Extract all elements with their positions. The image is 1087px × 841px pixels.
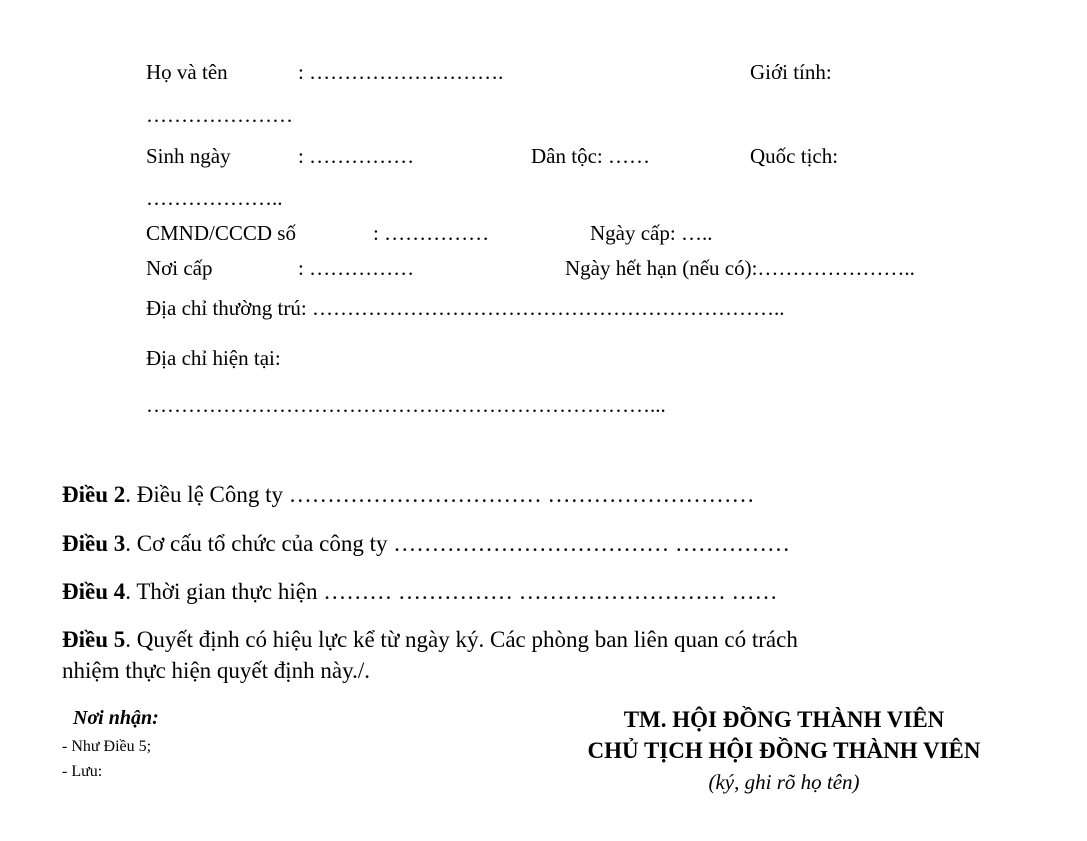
nationality-label: Quốc tịch: [750, 144, 839, 168]
gender-label: Giới tính: [750, 60, 832, 84]
issue-date-field: Ngày cấp: ….. [590, 221, 713, 245]
signature-instruction: (ký, ghi rõ họ tên) [708, 770, 860, 794]
dob-label: Sinh ngày [146, 144, 231, 168]
article-5 [62, 626, 798, 654]
article-text: . Thời gian thực hiện ……… …………… ……………………… …… [125, 579, 778, 604]
ethnicity-field: Dân tộc: …… [531, 144, 650, 168]
article-label: Điều 5 [62, 627, 126, 652]
article-2 [62, 481, 755, 509]
signature-title-line1: TM. HỘI ĐỒNG THÀNH VIÊN [623, 707, 945, 732]
expiry-date-field: Ngày hết hạn (nếu có):………………….. [565, 256, 915, 280]
article-4 [62, 578, 777, 606]
issue-place-value: : …………… [298, 256, 415, 280]
gender-value: ………………… [146, 103, 293, 127]
article-text: . Quyết định có hiệu lực kể từ ngày ký. Các phòng ban liên quan có trách [125, 627, 798, 652]
dob-value: : …………… [298, 144, 415, 168]
current-address-value: ………………………………………………………………... [146, 393, 666, 417]
article-5-continuation: nhiệm thực hiện quyết định này./. [62, 658, 370, 683]
article-label: Điều 2 [62, 482, 126, 507]
recipient-item: - Như Điều 5; [62, 738, 152, 755]
issue-place-label: Nơi cấp [146, 256, 213, 280]
current-address-label: Địa chỉ hiện tại: [146, 346, 281, 370]
article-text: . Điều lệ Công ty …………………………… ……………………… [125, 482, 755, 507]
full-name-label: Họ và tên [146, 60, 228, 84]
recipient-item: - Lưu: [62, 763, 103, 780]
article-label: Điều 4 [62, 579, 126, 604]
id-number-label: CMND/CCCD số [146, 221, 296, 245]
id-number-value: : …………… [373, 221, 490, 245]
recipients-title: Nơi nhận: [73, 707, 159, 729]
permanent-address-field: Địa chỉ thường trú: ………………………………………………………….. [146, 296, 785, 320]
article-3 [62, 530, 790, 558]
nationality-value: ……………….. [146, 186, 283, 210]
signature-title-line2: CHỦ TỊCH HỘI ĐỒNG THÀNH VIÊN [587, 738, 981, 763]
article-label: Điều 3 [62, 531, 126, 556]
full-name-value: : ………………………. [298, 60, 504, 84]
article-text: . Cơ cấu tổ chức của công ty ……………………………… …………… [125, 531, 790, 556]
